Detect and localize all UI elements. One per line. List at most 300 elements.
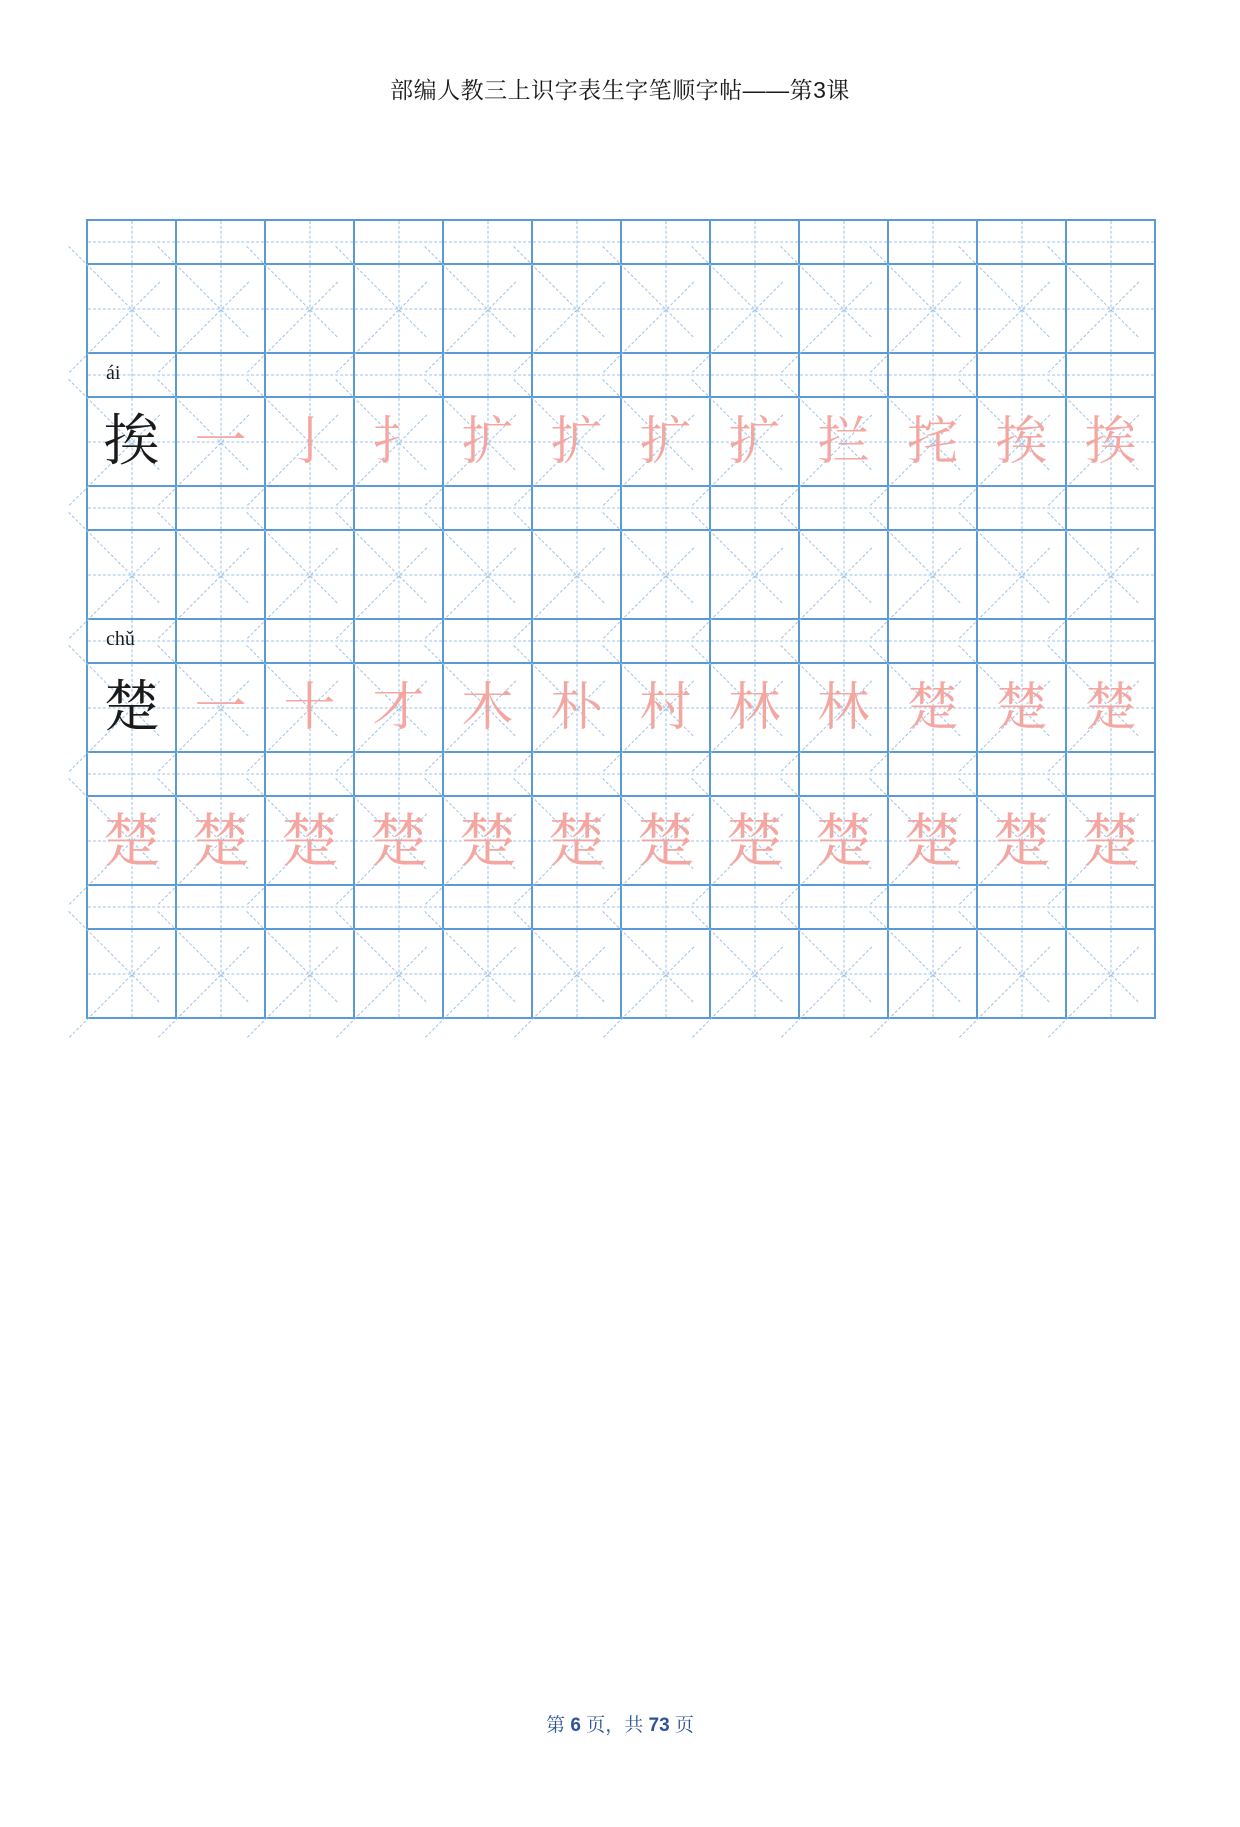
- stroke-order-cell: [444, 398, 533, 487]
- grid-cell: [889, 221, 978, 265]
- guide-horizontal: [177, 242, 264, 243]
- guide-horizontal: [533, 907, 620, 908]
- page-footer: [0, 1710, 1240, 1737]
- stroke-order-glyph: 挓: [906, 411, 959, 472]
- stroke-order-glyph: 林: [817, 677, 870, 738]
- guide-horizontal: [889, 574, 976, 575]
- guide-horizontal: [355, 641, 442, 642]
- grid-cell: [444, 753, 533, 797]
- grid-cell: [355, 753, 444, 797]
- guide-horizontal: [177, 308, 264, 309]
- practice-glyph: 楚: [992, 806, 1051, 875]
- grid-cell: [800, 620, 889, 664]
- grid-cell: [266, 886, 355, 930]
- pinyin-label: ái: [106, 362, 121, 384]
- guide-horizontal: [711, 973, 798, 974]
- grid-cell: [533, 886, 622, 930]
- grid-cell: [978, 886, 1067, 930]
- grid-cell: [711, 531, 800, 620]
- grid-row: [88, 886, 1156, 930]
- grid-cell: [1067, 753, 1156, 797]
- guide-horizontal: [533, 641, 620, 642]
- guide-horizontal: [355, 375, 442, 376]
- guide-horizontal: [711, 907, 798, 908]
- grid-cell: [622, 753, 711, 797]
- practice-cell: [533, 797, 622, 886]
- practice-cell: [355, 797, 444, 886]
- grid-cell: [978, 265, 1067, 354]
- guide-horizontal: [88, 907, 175, 908]
- grid-cell: [444, 886, 533, 930]
- grid-cell: [622, 354, 711, 398]
- guide-horizontal: [711, 308, 798, 309]
- guide-horizontal: [1067, 774, 1154, 775]
- guide-horizontal: [800, 641, 887, 642]
- grid-cell: [800, 354, 889, 398]
- grid-cell: [355, 531, 444, 620]
- stroke-order-glyph: 一: [194, 411, 247, 472]
- guide-horizontal: [266, 774, 353, 775]
- pinyin-label: chǔ: [106, 628, 135, 650]
- guide-horizontal: [889, 973, 976, 974]
- grid-cell: [533, 221, 622, 265]
- grid-cell: [355, 886, 444, 930]
- model-character-cell: [88, 628, 177, 753]
- guide-horizontal: [1067, 907, 1154, 908]
- grid-cell: [444, 221, 533, 265]
- stroke-order-cell: [177, 398, 266, 487]
- guide-horizontal: [266, 375, 353, 376]
- guide-horizontal: [889, 308, 976, 309]
- stroke-order-cell: [266, 398, 355, 487]
- model-character: 挨: [103, 408, 160, 474]
- guide-horizontal: [88, 508, 175, 509]
- guide-horizontal: [978, 641, 1065, 642]
- footer-prefix: 第: [546, 1715, 566, 1736]
- guide-horizontal: [800, 774, 887, 775]
- practice-glyph: 楚: [369, 806, 428, 875]
- guide-horizontal: [533, 375, 620, 376]
- grid-cell: [88, 886, 177, 930]
- guide-horizontal: [266, 574, 353, 575]
- guide-horizontal: [978, 774, 1065, 775]
- guide-horizontal: [266, 308, 353, 309]
- practice-cell: [889, 797, 978, 886]
- stroke-order-glyph: 楚: [995, 677, 1048, 738]
- grid-cell: [533, 753, 622, 797]
- stroke-order-glyph: 扩: [550, 411, 603, 472]
- guide-horizontal: [1067, 508, 1154, 509]
- guide-horizontal: [177, 907, 264, 908]
- guide-horizontal: [88, 774, 175, 775]
- guide-horizontal: [533, 574, 620, 575]
- stroke-order-glyph: 扩: [639, 411, 692, 472]
- grid-cell: [355, 221, 444, 265]
- guide-horizontal: [177, 375, 264, 376]
- guide-horizontal: [978, 508, 1065, 509]
- guide-horizontal: [800, 308, 887, 309]
- grid-cell: [177, 531, 266, 620]
- grid-cell: [533, 531, 622, 620]
- guide-horizontal: [444, 308, 531, 309]
- guide-horizontal: [266, 242, 353, 243]
- stroke-order-glyph: 林: [728, 677, 781, 738]
- practice-cell: [88, 797, 177, 886]
- stroke-order-glyph: 挨: [1084, 411, 1137, 472]
- practice-cell: [444, 797, 533, 886]
- guide-horizontal: [355, 774, 442, 775]
- grid-row: [88, 797, 1156, 886]
- stroke-order-cell: [1067, 398, 1156, 487]
- guide-horizontal: [177, 973, 264, 974]
- guide-horizontal: [978, 907, 1065, 908]
- guide-horizontal: [533, 973, 620, 974]
- grid-cell: [889, 753, 978, 797]
- footer-middle: 页，共: [586, 1715, 644, 1736]
- guide-horizontal: [800, 973, 887, 974]
- grid-cell: [88, 487, 177, 531]
- stroke-order-cell: [889, 664, 978, 753]
- guide-horizontal: [444, 508, 531, 509]
- guide-horizontal: [444, 641, 531, 642]
- grid-cell: [800, 886, 889, 930]
- stroke-order-cell: [711, 664, 800, 753]
- guide-horizontal: [355, 242, 442, 243]
- grid-cell: [978, 354, 1067, 398]
- stroke-order-cell: [800, 664, 889, 753]
- grid-cell: [177, 930, 266, 1019]
- grid-row: [88, 753, 1156, 797]
- grid-cell: [266, 930, 355, 1019]
- grid-cell: [444, 930, 533, 1019]
- grid-cell: [889, 487, 978, 531]
- grid-cell: [533, 354, 622, 398]
- guide-horizontal: [978, 574, 1065, 575]
- guide-horizontal: [355, 973, 442, 974]
- stroke-order-cell: [978, 664, 1067, 753]
- guide-horizontal: [978, 375, 1065, 376]
- grid-cell: [1067, 620, 1156, 664]
- grid-row: [88, 354, 1156, 398]
- grid-cell: [978, 930, 1067, 1019]
- practice-glyph: 楚: [1081, 806, 1140, 875]
- guide-horizontal: [622, 973, 709, 974]
- guide-horizontal: [355, 907, 442, 908]
- practice-glyph: 楚: [191, 806, 250, 875]
- guide-horizontal: [622, 774, 709, 775]
- practice-cell: [978, 797, 1067, 886]
- guide-diagonal: [69, 946, 160, 1037]
- guide-horizontal: [889, 907, 976, 908]
- grid-cell: [978, 620, 1067, 664]
- grid-cell: [88, 531, 177, 620]
- guide-horizontal: [800, 242, 887, 243]
- guide-horizontal: [711, 242, 798, 243]
- practice-glyph: 楚: [280, 806, 339, 875]
- grid-cell: [266, 620, 355, 664]
- practice-glyph: 楚: [636, 806, 695, 875]
- grid-cell: [355, 354, 444, 398]
- stroke-order-cell: [177, 664, 266, 753]
- stroke-order-glyph: 十: [283, 677, 336, 738]
- grid-cell: [355, 487, 444, 531]
- guide-horizontal: [711, 641, 798, 642]
- stroke-order-cell: [622, 664, 711, 753]
- guide-horizontal: [533, 508, 620, 509]
- guide-horizontal: [266, 641, 353, 642]
- guide-horizontal: [266, 508, 353, 509]
- grid-cell: [88, 930, 177, 1019]
- guide-horizontal: [444, 973, 531, 974]
- stroke-order-glyph: 挨: [995, 411, 1048, 472]
- practice-glyph: 楚: [458, 806, 517, 875]
- grid-cell: [711, 886, 800, 930]
- grid-cell: [355, 930, 444, 1019]
- grid-cell: [889, 354, 978, 398]
- grid-cell: [177, 886, 266, 930]
- grid-cell: [88, 354, 177, 398]
- stroke-order-cell: [533, 398, 622, 487]
- grid-cell: [711, 930, 800, 1019]
- guide-horizontal: [355, 508, 442, 509]
- grid-cell: [88, 265, 177, 354]
- guide-horizontal: [1067, 375, 1154, 376]
- guide-horizontal: [533, 242, 620, 243]
- grid-cell: [444, 265, 533, 354]
- grid-cell: [88, 221, 177, 265]
- grid-cell: [266, 221, 355, 265]
- practice-grid: [86, 219, 1156, 1019]
- stroke-order-glyph: 扌: [372, 411, 425, 472]
- grid-row: [88, 221, 1156, 265]
- guide-horizontal: [622, 907, 709, 908]
- footer-suffix: 页: [674, 1715, 694, 1736]
- model-character-cell: [88, 362, 177, 487]
- grid-row: [88, 487, 1156, 531]
- grid-cell: [622, 620, 711, 664]
- practice-glyph: 楚: [102, 806, 161, 875]
- grid-cell: [800, 531, 889, 620]
- guide-horizontal: [889, 375, 976, 376]
- model-character: 楚: [103, 674, 160, 740]
- grid-cell: [622, 886, 711, 930]
- guide-horizontal: [533, 774, 620, 775]
- grid-cell: [889, 531, 978, 620]
- guide-horizontal: [978, 242, 1065, 243]
- guide-horizontal: [355, 574, 442, 575]
- guide-horizontal: [444, 907, 531, 908]
- guide-horizontal: [177, 574, 264, 575]
- guide-horizontal: [1067, 574, 1154, 575]
- guide-horizontal: [266, 973, 353, 974]
- guide-horizontal: [533, 308, 620, 309]
- grid-cell: [800, 930, 889, 1019]
- grid-row: [88, 265, 1156, 354]
- stroke-order-glyph: 扩: [728, 411, 781, 472]
- guide-horizontal: [978, 973, 1065, 974]
- stroke-order-glyph: 一: [194, 677, 247, 738]
- practice-cell: [266, 797, 355, 886]
- guide-horizontal: [711, 774, 798, 775]
- grid-cell: [266, 487, 355, 531]
- grid-cell: [711, 487, 800, 531]
- guide-horizontal: [622, 641, 709, 642]
- grid-cell: [266, 265, 355, 354]
- grid-cell: [1067, 221, 1156, 265]
- stroke-order-cell: [711, 398, 800, 487]
- guide-horizontal: [622, 375, 709, 376]
- grid-cell: [978, 221, 1067, 265]
- stroke-order-glyph: 才: [372, 677, 425, 738]
- stroke-order-cell: [266, 664, 355, 753]
- grid-cell: [978, 531, 1067, 620]
- stroke-order-glyph: 楚: [906, 677, 959, 738]
- grid-cell: [800, 221, 889, 265]
- guide-horizontal: [1067, 308, 1154, 309]
- grid-cell: [889, 930, 978, 1019]
- grid-cell: [177, 753, 266, 797]
- practice-cell: [711, 797, 800, 886]
- stroke-order-cell: [533, 664, 622, 753]
- grid-cell: [711, 620, 800, 664]
- stroke-order-cell: [355, 664, 444, 753]
- guide-horizontal: [444, 375, 531, 376]
- guide-horizontal: [622, 508, 709, 509]
- guide-horizontal: [622, 574, 709, 575]
- practice-cell: [622, 797, 711, 886]
- grid-cell: [177, 221, 266, 265]
- stroke-order-cell: [355, 398, 444, 487]
- practice-glyph: 楚: [814, 806, 873, 875]
- grid-cell: [444, 620, 533, 664]
- grid-cell: [533, 930, 622, 1019]
- guide-horizontal: [800, 907, 887, 908]
- grid-cell: [978, 753, 1067, 797]
- grid-cell: [266, 354, 355, 398]
- guide-horizontal: [88, 973, 175, 974]
- grid-cell: [1067, 886, 1156, 930]
- guide-horizontal: [177, 774, 264, 775]
- stroke-order-glyph: 亅: [283, 411, 336, 472]
- guide-horizontal: [444, 574, 531, 575]
- stroke-order-glyph: 扩: [461, 411, 514, 472]
- guide-horizontal: [622, 308, 709, 309]
- guide-horizontal: [889, 508, 976, 509]
- practice-cell: [177, 797, 266, 886]
- grid-row: [88, 531, 1156, 620]
- grid-cell: [444, 487, 533, 531]
- guide-horizontal: [800, 574, 887, 575]
- grid-cell: [711, 354, 800, 398]
- practice-cell: [1067, 797, 1156, 886]
- grid-row: [88, 930, 1156, 1019]
- grid-cell: [889, 620, 978, 664]
- stroke-order-cell: [800, 398, 889, 487]
- grid-cell: [800, 265, 889, 354]
- footer-page-number: 6: [570, 1715, 581, 1736]
- grid-cell: [266, 531, 355, 620]
- grid-cell: [177, 487, 266, 531]
- grid-cell: [889, 886, 978, 930]
- grid-cell: [978, 487, 1067, 531]
- grid-cell: [88, 753, 177, 797]
- grid-cell: [622, 265, 711, 354]
- grid-cell: [622, 531, 711, 620]
- practice-glyph: 楚: [547, 806, 606, 875]
- grid-cell: [266, 753, 355, 797]
- stroke-order-cell: [622, 398, 711, 487]
- grid-cell: [622, 221, 711, 265]
- guide-horizontal: [266, 907, 353, 908]
- grid-cell: [889, 265, 978, 354]
- stroke-order-cell: [444, 664, 533, 753]
- practice-glyph: 楚: [725, 806, 784, 875]
- grid-cell: [1067, 487, 1156, 531]
- guide-horizontal: [1067, 641, 1154, 642]
- guide-horizontal: [978, 308, 1065, 309]
- grid-cell: [622, 930, 711, 1019]
- stroke-order-glyph: 朴: [550, 677, 603, 738]
- guide-horizontal: [800, 508, 887, 509]
- grid-cell: [1067, 531, 1156, 620]
- grid-cell: [444, 531, 533, 620]
- grid-cell: [711, 753, 800, 797]
- grid-cell: [711, 265, 800, 354]
- grid-row: [88, 620, 1156, 664]
- grid-row: [88, 362, 1156, 487]
- guide-horizontal: [177, 641, 264, 642]
- guide-horizontal: [889, 641, 976, 642]
- stroke-order-cell: [978, 398, 1067, 487]
- guide-horizontal: [177, 508, 264, 509]
- guide-horizontal: [88, 308, 175, 309]
- guide-horizontal: [622, 242, 709, 243]
- grid-cell: [355, 620, 444, 664]
- stroke-order-cell: [1067, 664, 1156, 753]
- guide-horizontal: [88, 574, 175, 575]
- grid-cell: [355, 265, 444, 354]
- grid-cell: [177, 354, 266, 398]
- guide-horizontal: [711, 508, 798, 509]
- grid-cell: [1067, 930, 1156, 1019]
- grid-cell: [1067, 265, 1156, 354]
- grid-cell: [444, 354, 533, 398]
- grid-cell: [177, 620, 266, 664]
- grid-row: [88, 628, 1156, 753]
- stroke-order-cell: [889, 398, 978, 487]
- guide-horizontal: [1067, 242, 1154, 243]
- guide-horizontal: [355, 308, 442, 309]
- guide-horizontal: [800, 375, 887, 376]
- grid-cell: [711, 221, 800, 265]
- guide-horizontal: [711, 574, 798, 575]
- grid-cell: [1067, 354, 1156, 398]
- grid-cell: [800, 753, 889, 797]
- practice-cell: [800, 797, 889, 886]
- guide-horizontal: [88, 375, 175, 376]
- stroke-order-glyph: 村: [639, 677, 692, 738]
- guide-horizontal: [889, 774, 976, 775]
- grid-cell: [622, 487, 711, 531]
- guide-horizontal: [444, 774, 531, 775]
- practice-glyph: 楚: [903, 806, 962, 875]
- page-title: 部编人教三上识字表生字笔顺字帖——第3课: [390, 77, 850, 103]
- stroke-order-glyph: 木: [461, 677, 514, 738]
- grid-cell: [800, 487, 889, 531]
- guide-horizontal: [1067, 973, 1154, 974]
- guide-horizontal: [444, 242, 531, 243]
- guide-horizontal: [88, 242, 175, 243]
